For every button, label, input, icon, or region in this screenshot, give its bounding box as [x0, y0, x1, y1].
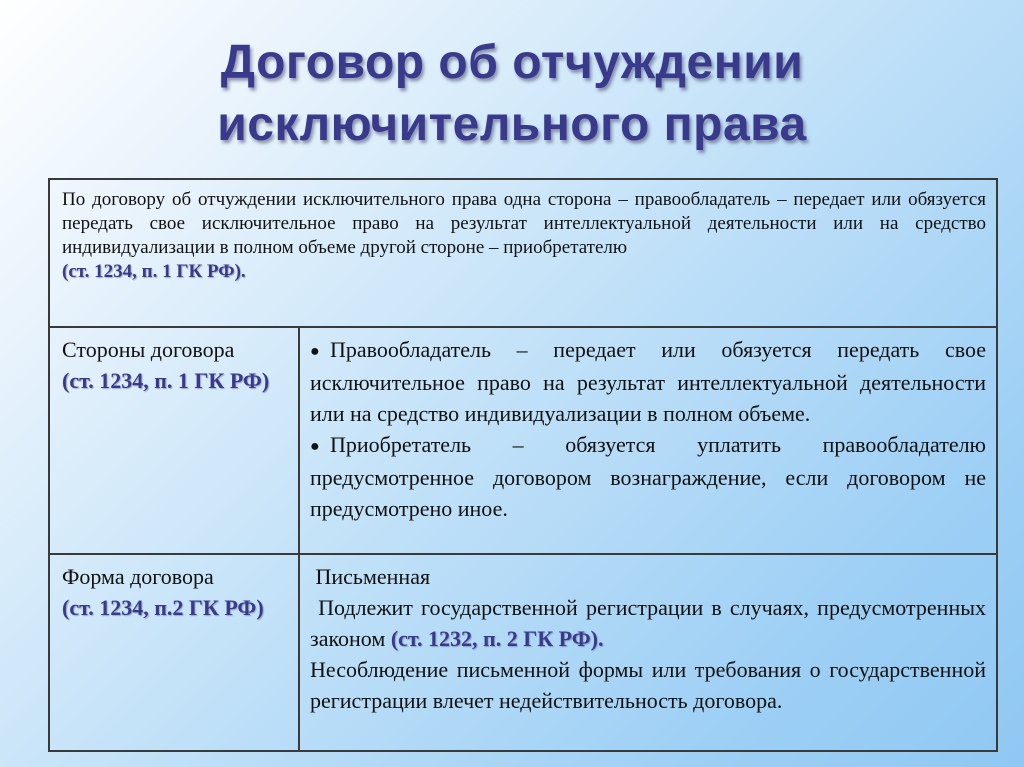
definition-reference: (ст. 1234, п. 1 ГК РФ). — [62, 261, 246, 282]
definition-row — [50, 180, 996, 328]
party-rightholder: Правообладатель – передает или обязуется передать свое исключительное право на результат интеллектуальной деятельности или на средство индивидуализации в полном объеме. — [310, 337, 986, 426]
parties-label: Стороны договора — [62, 337, 235, 362]
bullet-icon: ● — [310, 343, 320, 360]
form-row — [50, 555, 996, 750]
form-registration — [310, 592, 992, 654]
form-content-cell — [300, 555, 996, 750]
bullet-icon: ● — [310, 438, 320, 455]
form-invalidity: Несоблюдение письменной формы или требования о государственной регистрации влечет недействительность договора. — [310, 657, 986, 713]
definition-text: По договору об отчуждении исключительного права одна сторона – правообладатель – передает или обязуется передать свое исключительное право на результат интеллектуальной деятельности или на средство индивидуализации в полном объеме другой стороне – приобретателю — [62, 189, 986, 258]
contract-table — [48, 178, 998, 752]
form-reference: (ст. 1234, п.2 ГК РФ) — [62, 595, 264, 620]
slide-title — [0, 32, 1024, 156]
parties-reference: (ст. 1234, п. 1 ГК РФ) — [62, 368, 270, 393]
party-acquirer: Приобретатель – обязуется уплатить правообладателю предусмотренное договором вознаграждение, если договором не предусмотрено иное. — [310, 432, 986, 521]
parties-row — [50, 328, 996, 555]
list-item — [310, 334, 986, 429]
form-registration-reference: (ст. 1232, п. 2 ГК РФ). — [390, 626, 604, 651]
form-label-cell — [50, 555, 300, 750]
title-line-1: Договор об отчуждении — [220, 36, 804, 89]
list-item — [310, 429, 986, 524]
form-registration-text: Подлежит государственной регистрации в случаях, предусмотренных законом — [310, 595, 992, 651]
form-label: Форма договора — [62, 564, 214, 589]
parties-label-cell — [50, 328, 300, 553]
form-written: Письменная — [310, 564, 431, 589]
title-line-2: исключительного права — [217, 98, 807, 151]
parties-content-cell — [300, 328, 996, 553]
